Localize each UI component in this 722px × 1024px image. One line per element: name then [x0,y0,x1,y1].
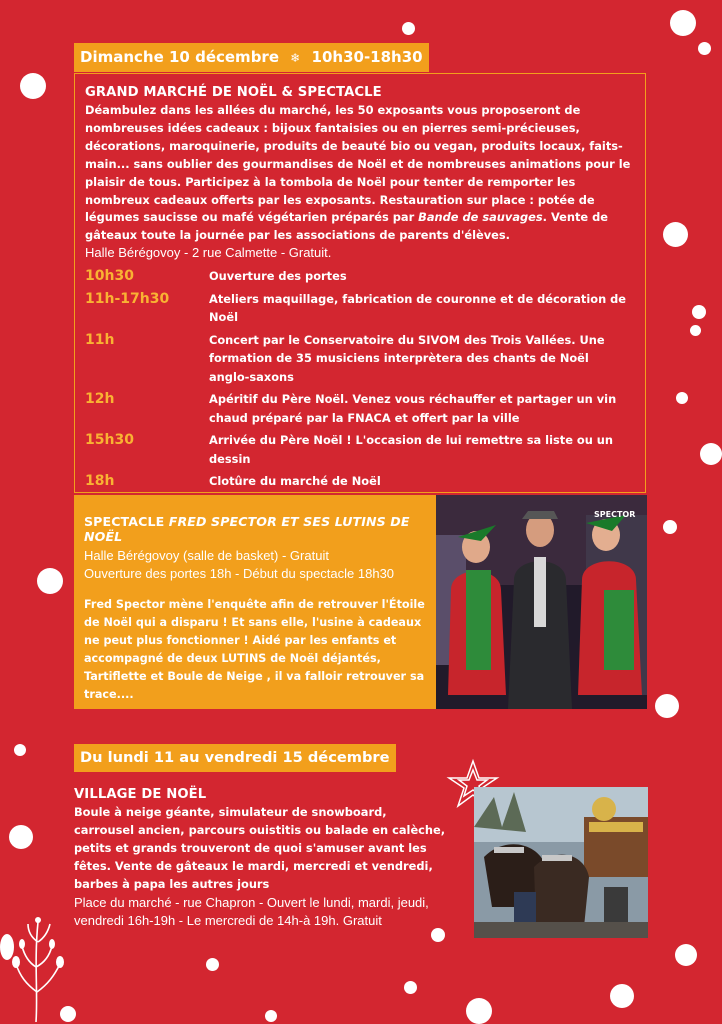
schedule-time: 12h [85,391,115,407]
spectacle-title: SPECTACLE FRED SPECTOR ET SES LUTINS DE NOËL [84,514,410,544]
spectacle-panel [74,495,436,709]
spectacle-photo-text: SPECTOR [594,510,636,519]
snow-dot [700,443,722,465]
snow-dot [692,305,706,319]
schedule-row [85,472,645,491]
snow-dot [675,944,697,966]
event2-title: VILLAGE DE NOËL [74,787,207,802]
snow-dot [20,73,46,99]
spectacle-photo [436,495,647,709]
snow-dot [698,42,711,55]
snow-dot [14,744,26,756]
schedule-time: 11h [85,331,115,348]
event1-hours: 10h30-18h30 [311,48,423,66]
schedule-time: 15h30 [85,432,134,448]
snow-dot [402,22,415,35]
event1-description-italic: Bande de sauvages [418,210,543,225]
snow-dot [9,825,33,849]
schedule-row [85,290,645,327]
schedule-time: 11h-17h30 [85,290,170,307]
schedule-desc: Arrivée du Père Noël ! L'occasion de lui remettre sa liste ou un dessin [209,433,614,466]
spectacle-times: Ouverture des portes 18h - Début du spectacle 18h30 [84,566,395,581]
spectacle-location: Halle Bérégovoy (salle de basket) - Gratuit [84,548,329,563]
snow-dot [610,984,634,1008]
snow-dot [663,520,677,534]
snow-dot [404,981,417,994]
event2-content [74,787,450,930]
event1-date-banner [74,43,429,72]
event1-panel [74,73,646,493]
snow-dot [206,958,219,971]
event2-date-banner [74,744,396,772]
schedule-desc: Ouverture des portes [209,269,347,283]
snow-dot [655,694,679,718]
schedule-time: 18h [85,473,115,489]
schedule-desc: Concert par le Conservatoire du SIVOM des Trois Vallées. Une formation de 35 musiciens interprètera des chants de Noël anglo-saxons [209,332,605,384]
snow-dot [265,1010,277,1022]
event1-title: GRAND MARCHÉ DE NOËL & SPECTACLE [85,85,382,100]
schedule-desc: Ateliers maquillage, fabrication de couronne et de décoration de Noël [209,291,627,324]
schedule-row [85,331,645,387]
snow-dot [690,325,701,336]
event1-description: Déambulez dans les allées du marché, les 50 exposants vous proposeront de nombreuses idées cadeaux : bijoux fantaisies ou en pierres semi-précieuses, décorations, maroquinerie, produits de beauté bio ou vegan, produits locaux, faits-main... sans oublier des gourmandises de Noël et de nombreuses animations pour le plaisir de tous. Participez à la tombola de Noël pour tenter de remporter les nombreux cadeaux offerts par les exposants. Restauration sur place : potée de légumes saucisse ou mafé végétarien préparés par Bande de sauvages. Vente de gâteaux toute la journée par les associations de parents d'élèves. [85,103,631,243]
snowflake-icon: ❄ [290,51,301,65]
schedule-desc: Apéritif du Père Noël. Venez vous réchauffer et partager un vin chaud préparé par la FNACA et offert par la ville [209,392,617,425]
event2-description: Boule à neige géante, simulateur de snowboard, carrousel ancien, parcours ouistitis ou balade en calèche, petits et grands trouveront de quoi s'amuser avant les fêtes. Vente de gâteaux le mardi, mercredi et vendredi, barbes à papa les autres jours [74,805,446,891]
snow-dot [431,928,445,942]
snow-dot [676,392,688,404]
spectacle-title-italic: FRED SPECTOR ET SES LUTINS DE NOËL [84,514,410,544]
schedule-row [85,390,645,427]
schedule-row [85,267,645,286]
schedule-desc: Clotûre du marché de Noël [209,474,381,488]
event2-location: Place du marché - rue Chapron - Ouvert le lundi, mardi, jeudi, vendredi 16h-19h - Le mercredi de 14h-à 19h. Gratuit [74,894,429,928]
snow-dot [466,998,492,1024]
event1-location: Halle Bérégovoy - 2 rue Calmette - Gratuit. [85,245,332,261]
schedule-time: 10h30 [85,268,134,284]
village-photo [474,787,648,938]
spectacle-description: Fred Spector mène l'enquête afin de retrouver l'Étoile de Noël qui a disparu ! Et sans elle, l'usine à cadeaux ne peut plus fonctionner ! Aidé par les enfants et accompagné de deux LUTINS de Noël déjantés, Tartiflette et Boule de Neige , il va falloir retrouver sa trace.... [84,598,425,701]
event1-schedule [85,267,645,495]
event2-date: Du lundi 11 au vendredi 15 décembre [80,749,390,766]
event1-date: Dimanche 10 décembre [80,48,279,66]
snow-dot [670,10,696,36]
schedule-row [85,431,645,468]
holly-branch-icon [8,912,68,1024]
snow-dot [37,568,63,594]
snow-dot [663,222,688,247]
